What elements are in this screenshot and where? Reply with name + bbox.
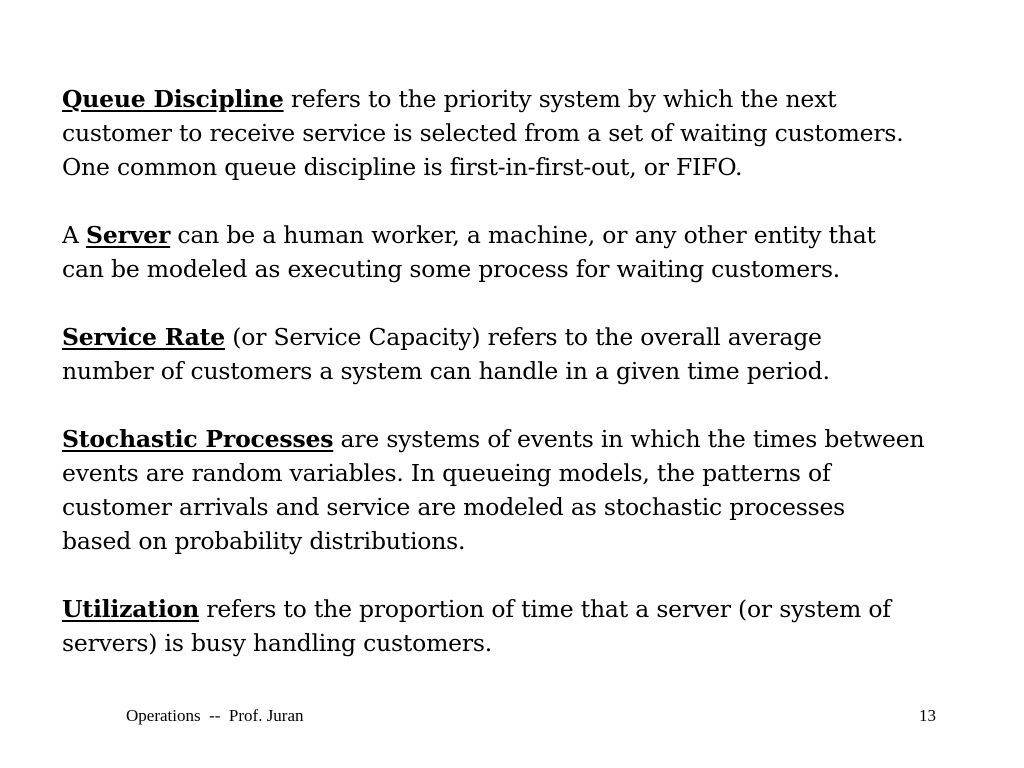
definition-text: (or Service Capacity) refers to the overall average number of customers a system can handle in a given time period.: [62, 323, 830, 385]
definition-text: refers to the priority system by which the next customer to receive service is selected from a set of waiting customers. One common queue discipline is first-in-first-out, or FIFO.: [62, 85, 904, 181]
definition-queue-discipline: [62, 82, 962, 184]
definition-text: refers to the proportion of time that a server (or system of servers) is busy handling customers.: [62, 595, 891, 657]
definition-text: can be a human worker, a machine, or any other entity that can be modeled as executing some process for waiting customers.: [62, 221, 876, 283]
definition-utilization: [62, 592, 962, 660]
paragraph-prefix: A: [62, 221, 87, 249]
term-service-rate: Service Rate: [62, 323, 226, 351]
term-server: Server: [86, 221, 171, 249]
term-queue-discipline: Queue Discipline: [62, 85, 284, 113]
definition-server: [62, 218, 962, 286]
term-stochastic-processes: Stochastic Processes: [62, 425, 334, 453]
definition-stochastic-processes: [62, 422, 962, 558]
slide-body: [62, 82, 962, 694]
footer-course-label: Operations -- Prof. Juran: [126, 706, 304, 725]
slide-number: 13: [919, 706, 936, 725]
definition-text: are systems of events in which the times between events are random variables. In queueing models, the patterns of customer arrivals and service are modeled as stochastic processes based on probability distributions.: [62, 425, 925, 555]
term-utilization: Utilization: [62, 595, 200, 623]
definition-service-rate: [62, 320, 962, 388]
